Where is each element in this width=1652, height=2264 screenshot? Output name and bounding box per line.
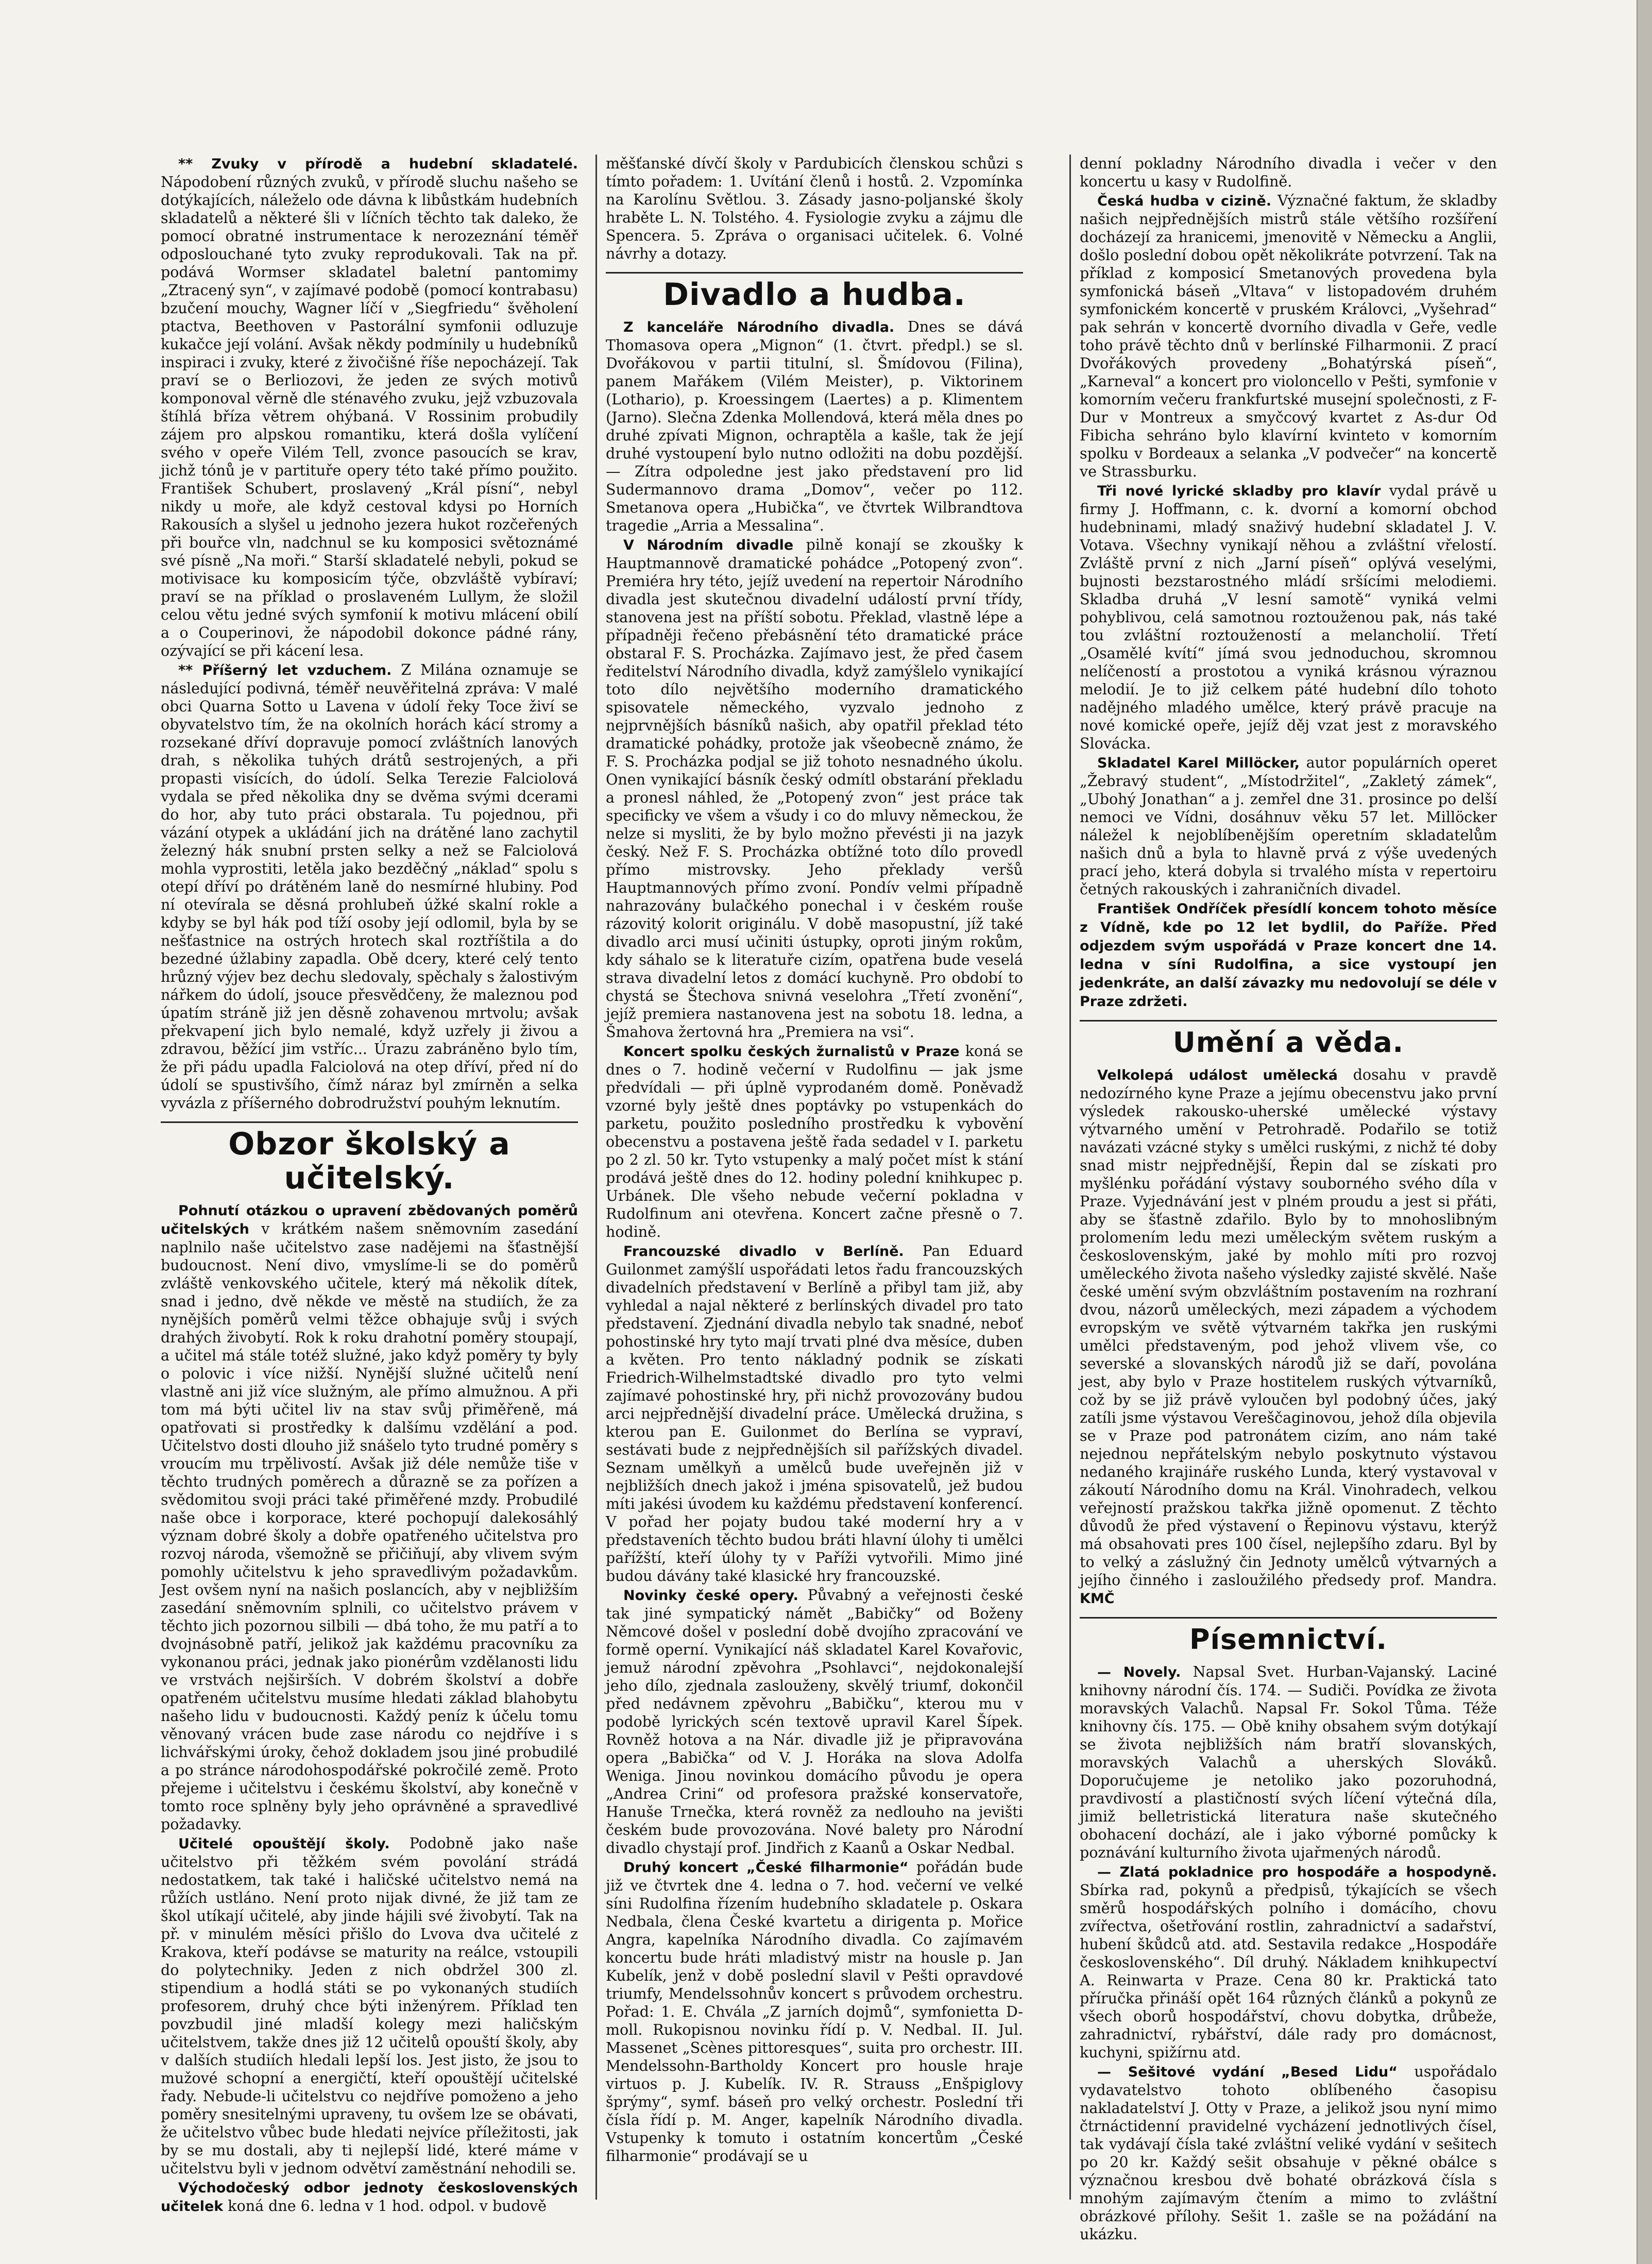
column-3 xyxy=(1080,155,1497,2243)
column-rule-2 xyxy=(1069,155,1071,2200)
article-ceska-hudba-text: Význačné faktum, že skladby našich nejpřednějších mistrů stále většího rozšíření docházejí za hranicemi, jmenovitě v Německu a Anglii, došlo poslední dobou opět několikráte potvrzení. Tak na příklad z komposicí Smetanových provedena byla symfonická báseň „Vltava“ v listopadovém druhém symfonickém koncertě v pruském Královci, „Vyšehrad“ pak sehrán v koncertě dvorního divadla v Geře, vedle toho právě těchto dnů v berlínské Filharmonii. Z prací Dvořákových provedeny „Bohatýrská píseň“, „Karneval“ a koncert pro violoncello v Pešti, symfonie v komorním večeru frankfurtské musejní společnosti, z F-Dur v Montreux a smyčcový kvartet z As-dur Od Fibicha sehráno bylo klavírní kvinteto v komorním spolku v Bordeaux a selanka „V podvečer“ na koncertě ve Strassburku. xyxy=(1080,192,1497,480)
article-besedy-text: uspořádalo vydavatelstvo tohoto oblíbeného časopisu nakladatelství J. Otty v Praze, a jelikož jsou nyní mimo čtrnáctidenní pravidelné vycházení jednotlivých čísel, tak vydávají čísla také zvláštní veliké vydání v sešitech po 20 kr. Každý sešit obsahuje v pěkné obálce s význačnou kresbou dvě bohaté obrázková čísla s mnohým zajímavým čtením a mimo to zvláštní obrázkové přílohy. Sešit 1. zašle se na požádání na ukázku. xyxy=(1080,2063,1497,2243)
article-novinky-text: Půvabný a veřejnosti české tak jiné sympatický námět „Babičky“ od Boženy Němcové došel v poslední době dvojího zpracování ve formě operní. Vynikající náš skladatel Karel Kovařovic, jemuž národní zpěvohra „Psohlavci“, nejdokonalejší jeho dílo, zjednala zaslouženy, skvělý triumf, dokončil před nedávnem zpěvohru „Babičku“, kterou mu v podobě lyrických scén textově upravil Karel Šípek. Rovněž hotova a na Nár. divadle již je připravována opera „Babička“ od V. J. Horáka na slova Adolfa Weniga. Jinou novinkou domácího původu je opera „Andrea Crini“ od profesora pražské konservatoře, Hanuše Trnečka, která rovněž za nedlouho na jevišti českém bude provozována. Nové balety pro Národní divadlo chystají prof. Jindřich z Kaanů a Oskar Nedbal. xyxy=(606,1587,1023,1857)
article-pokladnice-lead: — Zlatá pokladnice pro hospodáře a hospodyně. xyxy=(1097,1864,1497,1880)
article-koncert-zurnalistu-text: koná se dnes o 7. hodině večerní v Rudolfinu — jak jsme předvídali — při úplně vyprodaném domě. Poněvadž vzorné byly ještě dnes poptávky po vstupenkách do parketu, použito posledního prostředku k vybovění obecenstvu a postavena ještě řada sedadel v I. parketu po 2 zl. 50 kr. Tyto vstupenky a malý počet míst k stání prodává ještě dnes do 12. hodiny polední knihkupec p. Urbánek. Dle všeho nebude večerní pokladna v Rudolfinum ani otevřena. Koncert začne přesně o 7. hodině. xyxy=(606,1043,1024,1240)
article-novinky-lead: Novinky české opery. xyxy=(623,1588,798,1604)
article-lyricke-lead: Tři nové lyrické skladby pro klavír xyxy=(1097,483,1381,499)
article-filharmonie xyxy=(606,1858,1023,2165)
article-let-text: Z Milána oznamuje se následující podivná, téměř neuvěřitelná zpráva: V malé obci Quarna Sotto u Lavena v údolí řeky Toce živí se obyvatelstvo tím, že na okolních horách kácí stromy a rozsekané dříví dopravuje pomocí zvláštních lanových drah, s několika tuhých drátů sestrojených, a při propasti visících, do údolí. Selka Terezie Falciolová vydala se před několika dny se dvěma svými dcerami do hor, aby tuto práci obstarala. Tu pojednou, při vázání otypek a ukládání jich na drátěné lano zachytil železný hák snubní prsten selky a než se Falciolová mohla vyprostiti, letěla jako bezděčný „náklad“ spolu s otepí dříví po drátěném laně do nesmírné hlubiny. Pod ní otevírala se děsná prohlubeň úžké skalní rokle a kdyby se byl hák pod tíží osoby její odlomil, byla by se nešťastnice na ostrých hrotech skal roztříštila a do bezedné úžlabiny zapadla. Obě dcery, které celý tento hrůzný výjev bez dechu sledovaly, spěchaly s žalostivým nářkem do údolí, jsouce přesvědčeny, že maleznou pod úpatím stráně již jen děsně zohavenou mrtvolu; avšak překvapení jich bylo nemalé, když uzřely ji živou a zdravou, běžící jim vstříc... Úrazu zabráněno bylo tím, že při pádu upadla Falciolová na otep dříví, před ní do údolí se spustivšího, čímž náraz byl zmírněn a selka vyvázla z příšerného dobrodružství pouhým leknutím. xyxy=(161,661,578,1112)
article-vychodocesky-lead: Východočeský odbor jednoty československých učitelek xyxy=(161,2180,578,2215)
article-lyricke xyxy=(1080,482,1497,753)
article-vychodocesky xyxy=(161,2178,578,2216)
article-lyricke-text: vydal právě u firmy J. Hoffmann, c. k. dvorní a komorní obchod hudebninami, mladý snaživý hudební skladatel J. V. Votava. Všechny vynikají něhou a zvláštní vřelostí. Zvláště první z nich „Jarní píseň“ oplývá veselými, bujnosti bezstarostného mládí sršícími melodiemi. Skladba druhá „V lesní samotě“ vyniká velmi pohyblivou, celá samotnou roztouženou pak, nás také tou zvláštní roztoužeností a melancholií. Třetí „Osamělé kvítí“ jímá svou jednoduchou, skromnou nelíčeností a prostotou a vyniká krásnou výraznou melodií. Je to již celkem páté hudební dílo tohoto nadějného mladého umělce, který právě pracuje na nové komické opeře, jejíž děj vzat jest z moravského Slovácka. xyxy=(1080,482,1497,752)
article-novely xyxy=(1080,1663,1497,1862)
section-heading-divadlo: Divadlo a hudba. xyxy=(606,272,1023,312)
article-koncert-zurnalistu xyxy=(606,1042,1023,1241)
article-velkolepa-text: dosahu v pravdě nedozírného kyne Praze a jejímu obecenstvu jako první výsledek rakousko-uherské umělecké výstavy výtvarného umění v Petrohradě. Podařilo se totiž navázati vzácné styky s umělci ruskými, z nichž té doby snad mistr nejpřednější, Řepin dal se získati pro myšlénku pořádání výstavy souborného svého díla v Praze. Vyjednávání jest v plném proudu a jest si přáti, aby se šťastně zdařilo. Bylo by to mnohoslibným prolomením ledu mezi uměleckým světem ruským a československým, jaké by mohlo míti pro rozvoj uměleckého života našeho výsledky zajisté skvělé. Naše české umění svým obzvláštním postavením na rozhraní dvou, názorů uměleckých, mezi západem a východem evropským ve světě výtvarném takřka jen ruskými umělci představeným, pod jehož vlivem vše, co severské a slovanských národů již se daří, povolána jest, aby bylo v Praze hostitelem ruských výtvarníků, což by se již právě vyloučen byl podobný účes, jaký zatíli jsme výstavou Vereščaginovou, jehož díla objevila se v Praze pod patronátem cizím, ano nám také nejednou nepřátelským nebylo poskytnuto výstavou nedaného krajináře ruského Lunda, který vystavoval v zákoutí Národního domu na Král. Vinohradech, velkou veřejností pražskou takřka jižně opomenut. Z těchto důvodů že před výstavení o Řepinovu výstavu, kterýž má obsahovati pres 100 čísel, nejlepšího zdaru. Byl by to velký a záslužný čin Jednoty umělců výtvarných a jejího činného i zasloužilého předsedy prof. Mandra. xyxy=(1080,1066,1497,1589)
article-pohnuti-lead: Pohnutí otázkou o upravení zbědovaných poměrů učitelských xyxy=(161,1203,578,1237)
article-filharmonie-lead: Druhý koncert „České filharmonie“ xyxy=(623,1860,909,1876)
article-ucitele xyxy=(161,1834,578,2177)
article-ondricek xyxy=(1080,899,1497,1011)
article-ceska-hudba-lead: Česká hudba v cizině. xyxy=(1097,193,1272,209)
article-velkolepa xyxy=(1080,1066,1497,1608)
article-ucitele-text: Podobně jako naše učitelstvo při těžkém svém povolání strádá nedostatkem, tak také i haličské učitelstvo nemá na růžích ustláno. Není proto nijak divné, že již tam ze škol utíkají učitelé, aby jinde hájili své živobytí. Tak na př. v minulém měsíci přišlo do Lvova dva učitelé z Krakova, kteří podávse se maturity na reálce, vstoupili do polytechniky. Jeden z nich obdržel 300 zl. stipendium a hodlá státi se po vykonaných studiích profesorem, druhý chce býti inženýrem. Příklad ten povzbudil jiné mladší kolegy mezi haličským učitelstvem, takže dnes již 12 učitelů opouští školy, aby v dalších studiích hledali lepší los. Jest jisto, že jsou to mužové schopní a energičtí, kteří opouštějí učitelské řady. Nebude-li učitelstvu co nejdříve pomoženo a jeho poměry snesitelnými upraveny, tu ovšem lze se obávati, že učitelstvo vůbec bude hledati nejvíce příležitosti, jak by se mu dostali, aby ti nejlepší lidé, které máme v učitelstvu byli v jednom odvětví zaměstnání nehodili se. xyxy=(161,1835,578,2177)
column-2 xyxy=(606,155,1023,2200)
article-millocker-lead: Skladatel Karel Millöcker, xyxy=(1097,755,1300,771)
article-filharmonie-text: pořádán bude již ve čtvrtek dne 4. ledna o 7. hod. večerní ve velké síni Rudolfina řízením hudebního skladatele p. Oskara Nedbala, člena České kvartetu a dirigenta p. Mořice Angra, kapelníka Národního divadla. Co zajímavém koncertu bude hráti mladistvý mistr na housle p. Jan Kubelík, jenž v době poslední slavil v Pešti opravdové triumfy, Mendelssohnův koncert s průvodem orchestru. Pořad: 1. E. Chvála „Z jarních dojmů“, symfonietta D-moll. Rukopisnou novinku řídí p. V. Nedbal. II. Jul. Massenet „Scènes pittoresques“, suita pro orchestr. III. Mendelssohn-Bartholdy Koncert pro housle hraje virtuos p. J. Kubelík. IV. R. Strauss „Enšpiglovy šprýmy“, symf. báseň pro velký orchestr. Poslední tři čísla řídí p. M. Anger, kapelník Národního divadla. Vstupenky k tomuto i ostatním koncertům „České filharmonie“ prodávají se u xyxy=(606,1859,1023,2165)
article-zvuky-lead: ** Zvuky v přírodě a hudební skladatelé. xyxy=(178,156,578,172)
article-pokladnice-text: Sbírka rad, pokynů a předpisů, týkajících se všech směrů hospodářských polního i domácího, chovu zvířectva, ošetřování rostlin, zahradnictví a sadařství, hubení škůdců atd. atd. Sestavila redakce „Hospodáře československého“. Díl druhý. Nákladem knihkupectví A. Reinwarta v Praze. Cena 80 kr. Praktická tato příručka přináší opět 164 různých článků a pokynů ze všech oborů hospodářství, chovu dobytka, drůbeže, zahradnictví, rybářství, dále rady pro domácnost, kuchyni, spižírnu atd. xyxy=(1080,1882,1497,2061)
article-velkolepa-signature: KMČ xyxy=(1080,1591,1115,1607)
article-pohnuti xyxy=(161,1201,578,1833)
article-novely-text: Napsal Svet. Hurban-Vajanský. Laciné knihovny národní čís. 174. — Sudiči. Povídka ze života moravských Valachů. Napsal Fr. Sokol Tůma. Téže knihovny čís. 175. — Obě knihy obsahem svým dotýkají se života nejbližších nám bratří slovanských, moravských Valachů a uherských Slováků. Doporučujeme je netoliko jako pozoruhodná, pravdivostí a plastičností svých líčení výtečná díla, jimiž belletristická literatura naše skutečného obohacení dochází, ale i jako výborné pomůcky k poznávání kulturního života ujařmených národů. xyxy=(1080,1663,1497,1861)
article-zvuky xyxy=(161,155,578,660)
article-francouzske-text: Pan Eduard Guilonmet zamýšlí uspořádati letos řadu francouzských divadelních představení v Berlíně a přibyl tam již, aby vyhledal a najal některé z berlínských divadel pro tato představení. Zjednání divadla nebylo tak snadné, neboť pohostinské hry tyto mají trvati plné dva měsíce, duben a květen. Pro tento nákladný podnik se získati Friedrich-Wilhelmstadtské divadlo pro tyto velmi zajímavé pohostinské hry, při nichž provozovány budou arci nejpřednější divadelní práce. Umělecká družina, s kterou pan E. Guilonmet do Berlína se vypraví, sestávati bude z nejpřednějších sil pařížských divadel. Seznam umělkyň a umělců bude uveřejněn již v nejbližších dnech jakož i jména spisovatelů, jež budou míti jakési úvodem ku každému představení konferencí. V pořad her pojaty budou také moderní hry a v představeních těchto budou bráti hlavní úlohy ti umělci pařížští, kteří úlohy ty v Paříži vytvořili. Mimo jiné budou dávány také klasické hry francouzské. xyxy=(606,1242,1023,1585)
article-francouzske-lead: Francouzské divadlo v Berlíně. xyxy=(623,1244,904,1259)
article-koncert-zurnalistu-lead: Koncert spolku českých žurnalistů v Praze xyxy=(623,1044,960,1060)
article-velkolepa-lead: Velkolepá událost umělecká xyxy=(1097,1067,1338,1083)
column-1 xyxy=(161,155,578,2215)
article-ondricek-lead: František Ondříček přesídlí koncem tohoto měsíce z Vídně, xyxy=(1080,901,1497,935)
article-pohnuti-text: v krátkém našem sněmovním zasedání naplnilo naše učitelstvo zase nadějemi na šťastnější budoucnost. Není divo, vmyslíme-li se do poměrů zvláště venkovského učitele, který má několik dítek, snad i jedno, dvě někde ve městě na studiích, že za nynějších poměrů velmi těžce obhajuje svůj i svých drahých živobytí. Rok k roku drahotní poměry stoupají, a učitel má stále totéž služné, jako když poměry ty byly o polovic i více nižší. Nynější služné učitelů není vlastně ani již více služným, ale přímo almužnou. A při tom má býti učitel liv na stav svůj přiměřeně, má opatřovati si prostředky k dalšímu vzdělání a pod. Učitelstvo dosti dlouho již snášelo tyto trudné poměry s vroucím mu trpělivostí. Avšak již déle nemůže tiše v těchto trudných poměrech a důrazně se za pořízen a svědomitou svoji práci také přiměřené mzdy. Probudilé naše obce i korporace, které pochopují dalekosáhlý význam dobré školy a dobře opatřeného učitelstva pro rozvoj národa, všemožně se přičiňují, aby vlivem svým pomohly učitelstvu k jeho spravedlivým požadavkům. Jest ovšem nyní na našich poslancích, aby v nejbližším zasedání sněmovním splnili, co učitelstvo právem v těchto jich pozornou silbili — dbá toho, že mu patří a to dvojnásobně patří, jelikož jak každému pracovníku za vykonanou práci, jednak jako pionérům vzdělanosti lidu ve vrstvách nejširších. V dobrém školství a dobře opatřeném učitelstvu musíme hledati základ blahobytu našeho lidu v budoucnosti. Každý peníz k účelu tomu věnovaný vrácen bude zase národu co nejdříve i s lichvářskými úroky, čehož dokladem jsou jiné probudilé a po stránce národohospodářské pokročilé země. Proto přejeme i učitelstvu i českému školství, aby konečně v tomto roce splněny byly jeho oprávněné a spravedlivé požadavky. xyxy=(161,1220,578,1833)
article-novinky xyxy=(606,1586,1023,1857)
article-ucitele-lead: Učitelé opouštějí školy. xyxy=(178,1836,390,1852)
section-heading-obzor: Obzor školský a učitelský. xyxy=(161,1121,578,1195)
article-pokladnice xyxy=(1080,1863,1497,2062)
article-let-lead: ** Příšerný let vzduchem. xyxy=(178,662,392,678)
article-narodni xyxy=(606,536,1023,1041)
article-let xyxy=(161,661,578,1112)
article-besedy-lead: — Sešitové vydání „Besed Lidu“ xyxy=(1097,2064,1398,2080)
article-millocker-text: autor populárních operet „Žebravý student“, „Místodržitel“, „Zakletý zámek“, „Ubohý Jonathan“ a j. zemřel dne 31. prosince po delší nemoci ve Vídni, dosáhnuv věku 57 let. Millöcker náležel k nejoblíbenějším operetním skladatelům našich dnů a byla to hlavně prvá z výše uvedených prací jeho, která dobyla si trvalého místa v repertoiru četných rakouských i zahraničních divadel. xyxy=(1080,754,1497,898)
page-edge xyxy=(1637,0,1652,2264)
article-kancelar xyxy=(606,318,1023,535)
article-filharmonie-cont: denní pokladny Národního divadla i večer v den koncertu u kasy v Rudolfině. xyxy=(1080,155,1497,190)
article-narodni-text: pilně konají se zkoušky k Hauptmannově dramatické pohádce „Potopený zvon“. Premiéra hry této, jejíž uvedení na repertoir Národního divadla jest skutečnou divadelní událostí první třídy, stanovena jest na příští sobotu. Překlad, vlastně lépe a případněji řečeno přebásnění této dramatické práce obstaral F. S. Procházka. Zajímavo jest, že před časem ředitelství Národního divadla, když zamýšlelo vynikající toto dílo největšího moderního dramatického spisovatele německého, vyzvalo jednoho z nejprvnějších básníků našich, aby opatřil překlad této dramatické pohádky, protože jak všeobecně známo, že F. S. Procházka podjal se již tohoto nesnadného úkolu. Onen vynikající básník český odmítl obstarání překladu a pronesl náhled, že „Potopený zvon“ jest práce tak specificky ve všem a všudy i co do mluvy německou, že nelze si mysliti, že by bylo možno převésti ji na jazyk český. Než F. S. Procházka obtížné toto dílo provedl přímo mistrovsky. Jeho překlady veršů Hauptmannových přímo zvoní. Pondív velmi případně nahrazovány bulačkého ponechal i v českém rouše rázovitý kolorit originálu. V době masopustní, jíž také divadlo arci musí učiniti ústupky, oproti jiným rokům, kdy sáhalo se k literatuře cizím, opatřena bude veselá strava divadelní letos z domácí kuchyně. Pro období to chystá se Štechova snivná veselohra „Třetí zvonění“, jejíž premiera nastanovena jest na sobotu 18. ledna, a Šmahova žertovná hra „Premiera na vsi“. xyxy=(606,536,1023,1041)
section-heading-pisemnictvi: Písemnictví. xyxy=(1080,1617,1497,1657)
article-novely-lead: — Novely. xyxy=(1097,1664,1181,1680)
article-francouzske xyxy=(606,1242,1023,1585)
article-ceska-hudba xyxy=(1080,192,1497,481)
article-ondricek-text: kde po 12 let bydlil, do Paříže. Před odjezdem svým uspořádá v Praze koncert dne 14. ledna v síni Rudolfina, a sice vystoupí jen jedenkráte, an další závazky mu nedovolují se déle v Praze zdržeti. xyxy=(1080,920,1497,1010)
article-millocker xyxy=(1080,754,1497,898)
article-besedy xyxy=(1080,2063,1497,2243)
column-rule-1 xyxy=(595,155,597,2200)
article-schuze-cont: měšťanské dívčí školy v Pardubicích členskou schůzi s tímto pořadem: 1. Uvítání členů i hostů. 2. Vzpomínka na Karolínu Světlou. 3. Zásady jasno-poljanské školy hraběte L. N. Tolstého. 4. Fysiologie zvyku a zájmu dle Spencera. 5. Zpráva o organisaci učitelek. 6. Volné návrhy a dotazy. xyxy=(606,155,1023,262)
article-kancelar-text: Dnes se dává Thomasova opera „Mignon“ (1. čtvrt. předpl.) se sl. Dvořákovou v partii titulní, sl. Šmídovou (Filina), panem Mařákem (Vilém Meister), p. Viktorinem (Lothario), p. Kroessingem (Laertes) a p. Klimentem (Jarno). Slečna Zdenka Mollendová, která měla dnes po druhé zpívati Mignon, ochraptěla a kašle, tak že její druhé vystoupení bylo nutno odložiti na dobu pozdější. — Zítra odpoledne jest jako představení pro lid Sudermannovo drama „Domov“, večer po 112. Smetanova opera „Hubička“, ve čtvrtek Wilbrandtova tragedie „Arria a Messalina“. xyxy=(606,318,1024,534)
article-vychodocesky-text: koná dne 6. ledna v 1 hod. odpol. v budově xyxy=(228,2198,547,2215)
article-narodni-lead: V Národním divadle xyxy=(623,537,794,553)
article-zvuky-text: Nápodobení různých zvuků, v přírodě sluchu našeho se dotýkajících, náleželo ode dávna k libůstkám hudebních skladatelů a některé šli v líčních těchto tak daleko, že pomocí obratné instrumentace k nerozeznání téměř odposlouchané tyto zvuky reprodukovali. Tak na př. podává Wormser skladatel baletní pantomimy „Ztracený syn“, v zajímavé podobě (pomocí kontrabasu) bzučení mouchy, Wagner líčí v „Siegfriedu“ švěholení ptactva, Beethoven v Pastorální symfonii odluzuje kukačce její volání. Avšak někdy podmínily u hudebníků inspiraci i zvuky, které z živočišné říše nepocházejí. Tak praví se o Berliozovi, že jeden ze svých motivů komponoval věrně dle sténavého zvuku, jejž vzbuzovala štíhlá bříza větrem ohýbaná. V Rossinim probudily zájem pro alpskou romantiku, která došla vylíčení svého v opeře Vilém Tell, zvonce pasoucích se krav, jichž tónů je v partituře opery této také přímo použito. František Schubert, proslavený „Král písní“, nebyl nikdy u moře, ale když cestoval kdysi po Horních Rakousích a slyšel u jednoho jezera hukot rozčeřených při bouřce vln, nadchnul se ku komposici světoznámé své písně „Na moři.“ Starší skladatelé nebyli, pokud se motivisace ku komposicím týče, obzvláště vybíraví; praví se na příklad o proslaveném Lullym, že složil celou větu jedné svých symfonií k motivu mlácení obilí a o Couperinovi, že nápodobil dokonce pádné rány, ozývající se při kácení lesa. xyxy=(161,174,578,659)
article-kancelar-lead: Z kanceláře Národního divadla. xyxy=(623,319,895,335)
section-heading-umeni: Umění a věda. xyxy=(1080,1020,1497,1060)
